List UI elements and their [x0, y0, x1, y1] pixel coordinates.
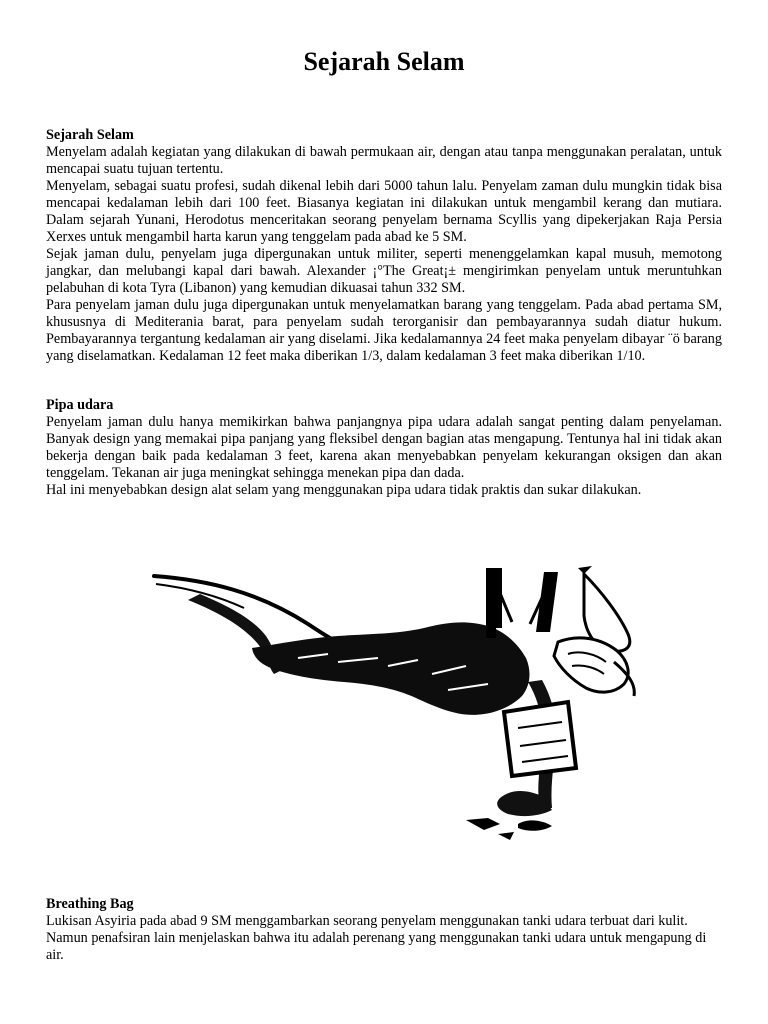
section-heading: Pipa udara — [46, 397, 114, 413]
paragraph: Menyelam adalah kegiatan yang dilakukan di bawah permukaan air, dengan atau tanpa menggunakan peralatan, untuk mencapai suatu tujuan tertentu. — [46, 144, 722, 177]
paragraph: Lukisan Asyiria pada abad 9 SM menggambarkan seorang penyelam menggunakan tanki udara terbuat dari kulit. Namun penafsiran lain menjelaskan bahwa itu adalah perenang yang menggunakan tanki udara untuk mengapung di air. — [46, 913, 707, 963]
weight-box — [504, 702, 576, 776]
paragraph: Hal ini menyebabkan design alat selam yang menggunakan pipa udara tidak praktis dan sukar dilakukan. — [46, 482, 642, 498]
section-sejarah-selam — [46, 127, 722, 365]
paragraph: Menyelam, sebagai suatu profesi, sudah dikenal lebih dari 5000 tahun lalu. Penyelam zaman dulu mungkin tidak bisa mencapai kedalaman lebih dari 100 feet. Biasanya kegiatan ini dilakukan untuk mengambil kerang dan mutiara. Dalam sejarah Yunani, Herodotus menceritakan seorang penyelam bernama Scyllis yang dipekerjakan Raja Persia Xerxes untuk mengambil harta karun yang tenggelam pada abad ke 5 SM. — [46, 178, 722, 245]
section-breathing-bag — [46, 896, 722, 964]
page-title: Sejarah Selam — [303, 47, 465, 76]
section-heading: Breathing Bag — [46, 896, 134, 912]
diver-illustration — [148, 562, 660, 858]
paragraph: Penyelam jaman dulu hanya memikirkan bahwa panjangnya pipa udara adalah sangat penting dalam penyelaman. Banyak design yang memakai pipa panjang yang fleksibel dengan bagian atas mengapung. Tentunya hal ini tidak akan bekerja dengan baik pada kedalaman 3 feet, karena akan menyebabkan penyelam kekurangan oksigen dan akan tenggelam. Tekanan air juga meningkat sehingga menekan pipa dan dada. — [46, 414, 722, 481]
section-pipa-udara — [46, 397, 722, 499]
paragraph: Para penyelam jaman dulu juga dipergunakan untuk menyelamatkan barang yang tenggelam. Pada abad pertama SM, khususnya di Mediterania barat, para penyelam sudah terorganisir dan pembayarannya sudah diatur hukum. Pembayarannya tergantung kedalaman air yang diselami. Jika kedalamannya 24 feet maka penyelam dibayar ¨ö barang yang diselamatkan. Kedalaman 12 feet maka diberikan 1/3, dalam kedalaman 3 feet maka diberikan 1/10. — [46, 297, 722, 364]
sea-floor-objects — [466, 818, 500, 830]
paragraph: Sejak jaman dulu, penyelam juga dipergunakan untuk militer, seperti menenggelamkan kapal musuh, memotong jangkar, dan melubangi kapal dari bawah. Alexander ¡°The Great¡± mengirimkan penyelam untuk meruntuhkan pelabuhan di kota Tyra (Libanon) yang kemudian dikuasai tahun 332 SM. — [46, 246, 722, 296]
section-heading: Sejarah Selam — [46, 127, 134, 143]
